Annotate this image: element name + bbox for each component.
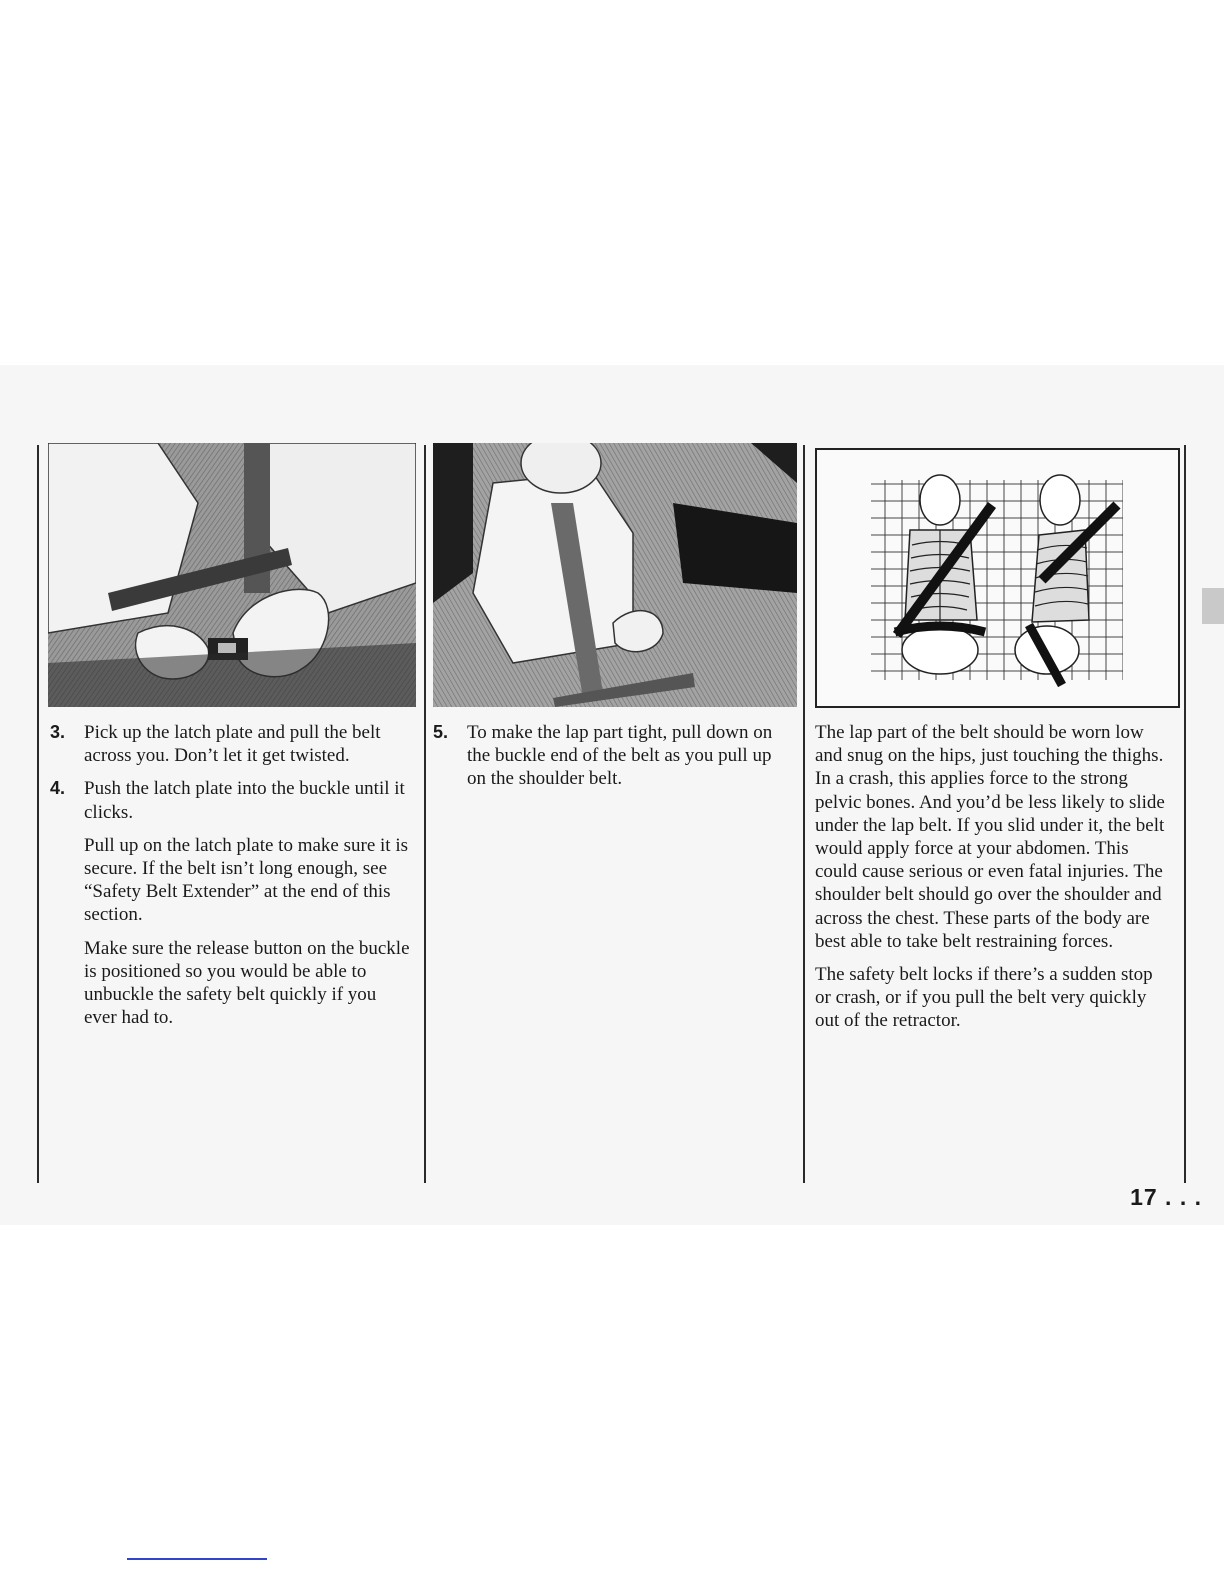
step-number: 3. <box>50 722 66 742</box>
step-4-note-release-button: Make sure the release button on the buckle is positioned so you would be able to unbuckle the safety belt quickly if you ever had to. <box>84 937 410 1029</box>
page-number: 17 . . . <box>1130 1184 1202 1210</box>
step-text: To make the lap part tight, pull down on the buckle end of the belt as you pull up on the shoulder belt. <box>467 722 773 790</box>
step-3 <box>50 721 412 767</box>
column-rule-left <box>37 445 39 1183</box>
belt-locks-paragraph: The safety belt locks if there’s a sudden stop or crash, or if you pull the belt very quickly out of the retractor. <box>815 964 1153 1032</box>
column-rule-middle-1 <box>424 445 426 1183</box>
step-4 <box>50 777 412 823</box>
step-number: 5. <box>433 722 449 742</box>
footer-link-underline <box>127 1558 267 1560</box>
step-text: Push the latch plate into the buckle until it clicks. <box>84 778 405 823</box>
column-rule-middle-2 <box>803 445 805 1183</box>
section-edge-tab <box>1202 588 1224 624</box>
column-3-text <box>815 721 1172 1043</box>
latch-plate-buckle-illustration <box>48 443 416 707</box>
step-5 <box>433 721 789 791</box>
driver-tightening-lap-belt-illustration <box>433 443 797 707</box>
lap-belt-paragraph: The lap part of the belt should be worn low and snug on the hips, just touching the thighs. In a crash, this applies force to the strong pelvic bones. And you’d be less likely to slide under the lap belt. If you slid under it, the belt would apply force at your abdomen. This could cause serious or even fatal injuries. The shoulder belt should go over the shoulder and across the chest. These parts of the body are best able to take belt restraining forces. <box>815 722 1165 952</box>
step-number: 4. <box>50 778 66 799</box>
step-4-note-secure: Pull up on the latch plate to make sure it is secure. If the belt isn’t long enough, see “Safety Belt Extender” at the end of this section. <box>84 834 408 926</box>
column-rule-right <box>1184 445 1186 1183</box>
column-1-text <box>50 721 412 1039</box>
column-2-text <box>433 721 789 801</box>
skeleton-belt-position-diagram <box>815 448 1180 708</box>
step-text: Pick up the latch plate and pull the belt across you. Don’t let it get twisted. <box>84 722 381 767</box>
